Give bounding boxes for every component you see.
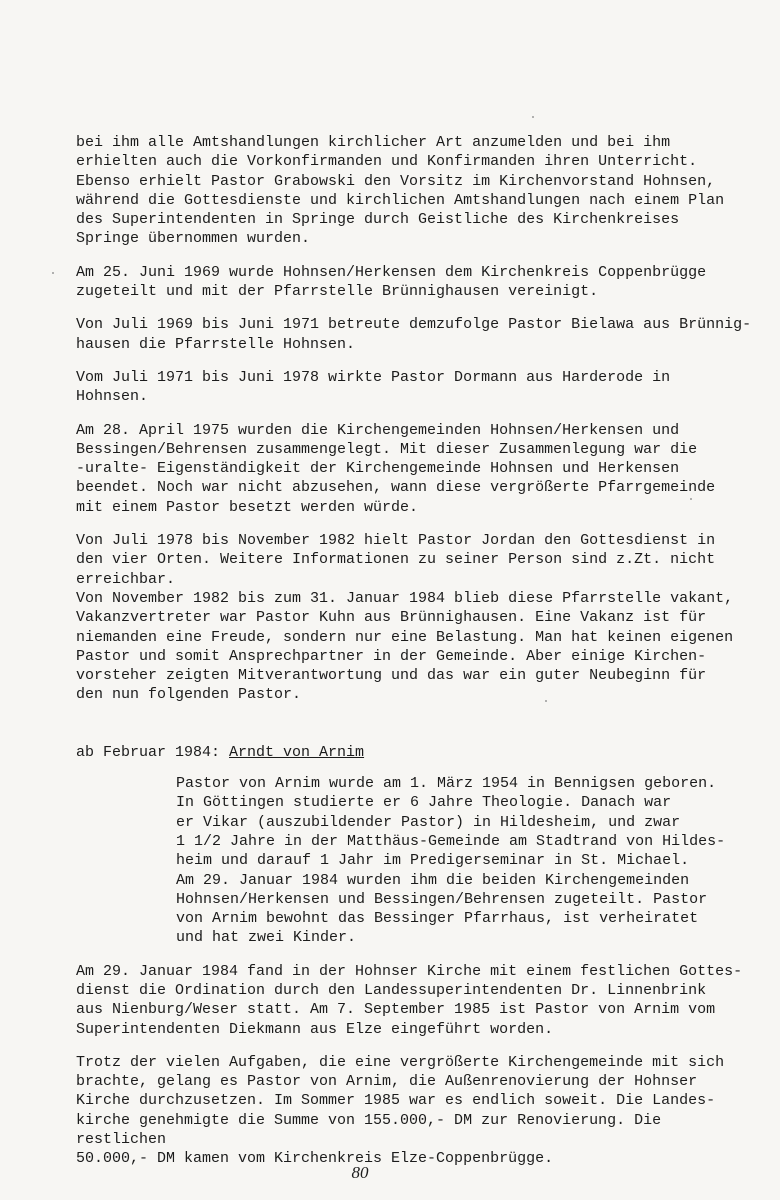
paragraph-vakanz: Von November 1982 bis zum 31. Januar 1984 blieb diese Pfarrstelle vakant, Vakanzvertreter war Pastor Kuhn aus Brünnighausen. Eine Vakanz ist für niemanden eine Freude, sondern nur eine Belastung. Man hat keinen eigenen Pastor und somit Ansprechpartner in der Gemeinde. Aber einige Kirchen- vorsteher zeigten Mitverantwortung und das war ein guter Neubeginn für den nun folgenden Pastor. (76, 589, 734, 704)
paragraph-renovierung: Trotz der vielen Aufgaben, die eine vergrößerte Kirchengemeinde mit sich brachte, gelang es Pastor von Arnim, die Außenrenovierung der Hohnser Kirche durchzusetzen. Im Sommer 1985 war es endlich soweit. Die Landes- kirche genehmigte die Summe von 155.000,- DM zur Renovierung. Die restlichen 50.000,- DM kamen vom Kirchenkreis Elze-Coppenbrügge. (76, 1053, 725, 1168)
paragraph-dormann: Vom Juli 1971 bis Juni 1978 wirkte Pastor Dormann aus Harderode in Hohnsen. (76, 368, 671, 406)
paragraph-1969-coppenbruegge: Am 25. Juni 1969 wurde Hohnsen/Herkensen dem Kirchenkreis Coppenbrügge zugeteilt und mit der Pfarrstelle Brünnighausen vereinigt. (76, 263, 707, 301)
page-number: 80 (351, 1163, 369, 1182)
section-heading-name: Arndt von Arnim (229, 743, 365, 761)
paragraph-amtshandlungen: bei ihm alle Amtshandlungen kirchlicher Art anzumelden und bei ihm erhielten auch die Vorkonfirmanden und Konfirmanden ihren Unterricht. Ebenso erhielt Pastor Grabowski den Vorsitz im Kirchenvorstand Hohnsen, während die Gottesdienste und kirchlichen Amtshandlungen nach einem Plan des Superintendenten in Springe durch Geistliche des Kirchenkreises Springe übernommen wurden. (76, 134, 725, 248)
paragraph-jordan: Von Juli 1978 bis November 1982 hielt Pastor Jordan den Gottesdienst in den vier Orten. Weitere Informationen zu seiner Person sind z.Zt. nicht erreichbar. (76, 532, 716, 588)
paragraph-bielawa: Von Juli 1969 bis Juni 1971 betreute demzufolge Pastor Bielawa aus Brünnig- hausen die Pfarrstelle Hohnsen. (76, 316, 752, 353)
biography-von-arnim: Pastor von Arnim wurde am 1. März 1954 in Bennigsen geboren. In Göttingen studierte er 6 Jahre Theologie. Danach war er Vikar (auszubildender Pastor) in Hildesheim, und zwar 1 1/2 Jahre in der Matthäus-Gemeinde am Stadtrand von Hildes- heim und darauf 1 Jahr im Predigerseminar in St. Michael. Am 29. Januar 1984 wurden ihm die beiden Kirchengemeinden Hohnsen/Herkensen und Bessingen/Behrensen zugeteilt. Pastor von Arnim bewohnt das Bessinger Pfarrhaus, ist verheiratet und hat zwei Kinder. (176, 775, 726, 947)
section-heading-prefix: ab Februar 1984: (76, 743, 230, 761)
section-heading (76, 743, 756, 762)
paragraph-ordination: Am 29. Januar 1984 fand in der Hohnser Kirche mit einem festlichen Gottes- dienst die Ordination durch den Landessuperintendenten Dr. Linnenbrink aus Nienburg/Weser statt. Am 7. September 1985 ist Pastor von Arnim vom Superintendenten Diekmann aus Elze eingeführt worden. (76, 962, 743, 1038)
scan-speck (690, 498, 692, 500)
scan-speck (52, 272, 54, 274)
document-body (76, 133, 756, 1183)
scan-speck (545, 700, 547, 702)
scan-speck (532, 116, 534, 118)
paragraph-1975-zusammenlegung: Am 28. April 1975 wurden die Kirchengemeinden Hohnsen/Herkensen und Bessingen/Behrensen zusammengelegt. Mit dieser Zusammenlegung war die -uralte- Eigenständigkeit der Kirchengemeinde Hohnsen und Herkensen beendet. Noch war nicht abzusehen, wann diese vergrößerte Pfarrgemeinde mit einem Pastor besetzt werden würde. (76, 421, 716, 516)
